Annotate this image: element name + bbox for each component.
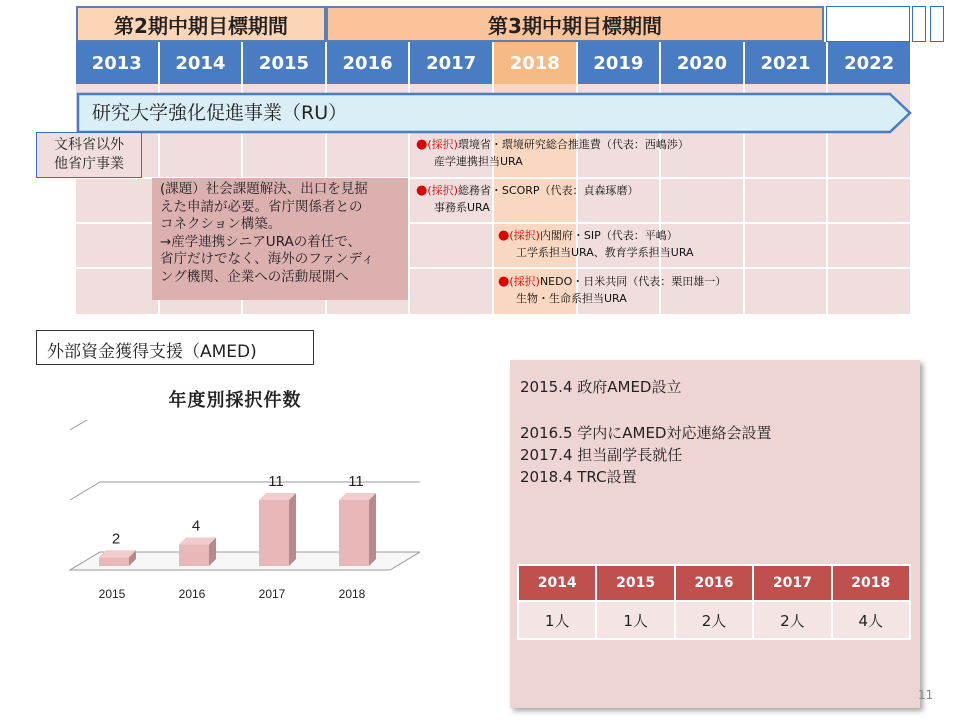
- award-title: 総務省・SCORP（代表：貞森琢磨）: [457, 184, 639, 197]
- table-header-cell: 2015: [596, 565, 674, 601]
- adoption-count-chart: [60, 420, 420, 610]
- red-dot-icon: ●: [498, 228, 510, 243]
- history-item: 2016.5 学内にAMED対応連絡会設置: [520, 424, 772, 442]
- year-header-row: [76, 42, 910, 84]
- bar: [259, 500, 289, 566]
- award-entry: [498, 273, 726, 307]
- award-assignee: 事務系URA: [434, 201, 490, 214]
- note-line: 省庁だけでなく、海外のファンディ: [160, 251, 375, 267]
- year-cell: 2015: [243, 42, 327, 84]
- deco-box: [912, 6, 926, 42]
- award-entry: [498, 227, 694, 261]
- award-assignee: 工学系担当URA、教育学系担当URA: [516, 246, 694, 259]
- tick-label: 2016: [178, 587, 206, 601]
- table-header-row: [518, 565, 910, 601]
- note-line: →産学連携シニアURAの着任で、: [160, 233, 361, 250]
- period-2-header: 第2期中期目標期間: [76, 6, 326, 42]
- chart-title: 年度別採択件数: [168, 390, 302, 411]
- tick-label: 2018: [338, 587, 366, 601]
- page-number: 11: [918, 688, 934, 702]
- amed-history-panel: [510, 360, 920, 708]
- history-item: 2015.4 政府AMED設立: [520, 378, 682, 396]
- other-ministry-line: 文科省以外: [54, 137, 124, 153]
- award-title: NEDO・日米共同（代表：栗田雄一）: [539, 275, 727, 288]
- year-cell: 2014: [160, 42, 244, 84]
- deco-box: [826, 6, 910, 42]
- year-cell: 2017: [410, 42, 494, 84]
- note-line: ング機関、企業への活動展開へ: [160, 268, 349, 285]
- bar: [339, 500, 369, 566]
- gridline: [70, 420, 420, 430]
- deco-box: [930, 6, 944, 42]
- other-ministry-line: 他省庁事業: [54, 156, 124, 172]
- award-assignee: 産学連携担当URA: [434, 155, 523, 168]
- award-entry: [416, 136, 689, 170]
- red-dot-icon: ●: [498, 274, 510, 289]
- data-label: 11: [268, 473, 284, 490]
- bar: [179, 545, 209, 566]
- bar: [99, 557, 129, 566]
- other-ministry-label: [36, 132, 142, 178]
- history-item: 2017.4 担当副学長就任: [520, 446, 683, 464]
- award-title: 内閣府・SIP（代表：平嶋）: [539, 229, 678, 242]
- table-header-cell: 2014: [518, 565, 596, 601]
- table-cell: 1人: [596, 601, 674, 639]
- data-label: 2: [111, 530, 121, 548]
- table-cell: 1人: [518, 601, 596, 639]
- amed-section-label: 外部資金獲得支援（AMED): [36, 330, 314, 365]
- table-row: [518, 601, 910, 639]
- data-label: 11: [348, 473, 364, 490]
- year-cell-highlight: 2018: [494, 42, 578, 84]
- year-cell: 2020: [661, 42, 745, 84]
- year-cell: 2013: [76, 42, 160, 84]
- history-item: 2018.4 TRC設置: [520, 468, 637, 486]
- staff-count-table: [517, 564, 911, 640]
- award-entry: [416, 182, 639, 216]
- year-cell: 2021: [745, 42, 829, 84]
- year-cell: 2022: [828, 42, 910, 84]
- data-label: 4: [191, 517, 201, 535]
- award-tag: (採択): [509, 275, 540, 288]
- table-cell: 2人: [675, 601, 753, 639]
- year-cell: 2016: [327, 42, 411, 84]
- period-3-header: 第3期中期目標期間: [326, 6, 824, 42]
- award-tag: (採択): [427, 184, 458, 197]
- award-tag: (採択): [509, 229, 540, 242]
- issue-note: [152, 178, 408, 300]
- ru-program-label: 研究大学強化促進事業（RU）: [92, 102, 348, 124]
- bar-side: [289, 493, 296, 566]
- table-header-cell: 2016: [675, 565, 753, 601]
- red-dot-icon: ●: [416, 137, 428, 152]
- award-title: 環境省・環境研究総合推進費（代表：西嶋渉）: [457, 138, 689, 151]
- note-line: コネクション構築。: [160, 216, 282, 232]
- award-tag: (採択): [427, 138, 458, 151]
- red-dot-icon: ●: [416, 183, 428, 198]
- table-header-cell: 2017: [753, 565, 831, 601]
- note-line: えた申請が必要。省庁関係者との: [160, 198, 363, 215]
- award-assignee: 生物・生命系担当URA: [516, 292, 627, 305]
- tick-label: 2015: [98, 587, 126, 601]
- tick-label: 2017: [258, 587, 286, 601]
- bar-side: [369, 493, 376, 566]
- year-cell: 2019: [578, 42, 662, 84]
- table-cell: 2人: [753, 601, 831, 639]
- table-cell: 4人: [832, 601, 910, 639]
- table-header-cell: 2018: [832, 565, 910, 601]
- note-line: (課題）社会課題解決、出口を見据: [160, 181, 368, 197]
